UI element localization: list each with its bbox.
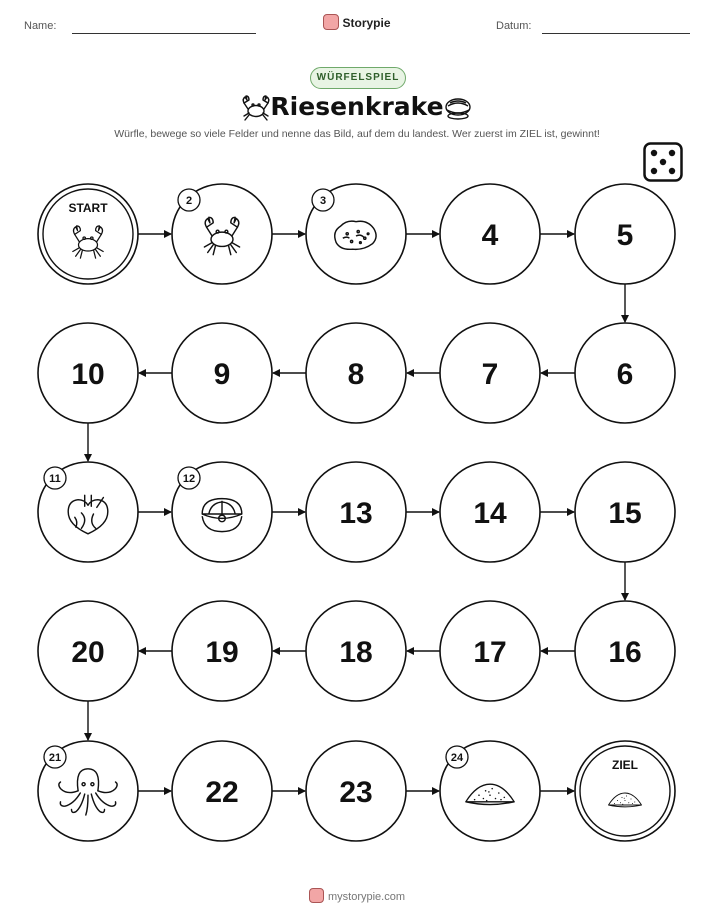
goal-field[interactable] <box>575 741 675 841</box>
board-field[interactable] <box>575 601 675 701</box>
board-field[interactable] <box>440 323 540 423</box>
field-number: 2 <box>185 195 193 207</box>
field-number: 9 <box>213 358 231 391</box>
board-field[interactable] <box>575 462 675 562</box>
board-field[interactable] <box>172 323 272 423</box>
storypie-logo-icon <box>309 888 324 903</box>
board-field[interactable] <box>575 323 675 423</box>
field-circle <box>38 184 138 284</box>
board-field[interactable] <box>172 184 272 284</box>
board-field[interactable] <box>172 741 272 841</box>
field-number: 20 <box>71 636 105 669</box>
field-number: 10 <box>71 358 105 391</box>
board-field[interactable] <box>306 462 406 562</box>
date-label: Datum: <box>496 20 532 32</box>
field-number: 14 <box>473 497 507 530</box>
board-field[interactable] <box>306 184 406 284</box>
board-field[interactable] <box>306 741 406 841</box>
board-field[interactable] <box>440 184 540 284</box>
field-number: 21 <box>48 752 62 764</box>
board-field[interactable] <box>38 462 138 562</box>
field-number: 11 <box>49 473 61 485</box>
field-number: 19 <box>205 636 239 669</box>
field-number: 4 <box>481 219 499 252</box>
board-field[interactable] <box>306 601 406 701</box>
field-number: 16 <box>608 636 642 669</box>
footer-url[interactable]: mystorypie.com <box>327 891 406 903</box>
field-number: 18 <box>339 636 373 669</box>
instructions: Würfle, bewege so viele Felder und nenne das Bild, auf dem du landest. Wer zuerst im ZIEL ist, gewinnt! <box>114 128 600 140</box>
field-number: 5 <box>616 219 634 252</box>
field-number: 17 <box>473 636 507 669</box>
start-field[interactable] <box>38 184 138 284</box>
brand-name: Storypie <box>342 16 391 30</box>
field-number: 15 <box>608 497 642 530</box>
board-field[interactable] <box>440 601 540 701</box>
board-field[interactable] <box>38 601 138 701</box>
board-field[interactable] <box>38 741 138 841</box>
name-label: Name: <box>24 20 57 32</box>
board-field[interactable] <box>172 601 272 701</box>
field-circle <box>575 741 675 841</box>
field-number: 12 <box>182 473 196 485</box>
game-type-badge: WÜRFELSPIEL <box>310 67 406 89</box>
field-number: 8 <box>347 358 365 391</box>
field-number: 7 <box>481 358 499 391</box>
page-title: Riesenkrake <box>270 92 444 121</box>
board-field[interactable] <box>38 323 138 423</box>
field-number: 3 <box>319 195 327 207</box>
field-label: ZIEL <box>612 758 638 772</box>
field-number: 13 <box>339 497 373 530</box>
board-field[interactable] <box>440 741 540 841</box>
field-number: 23 <box>339 776 373 809</box>
field-number: 6 <box>616 358 634 391</box>
board-field[interactable] <box>306 323 406 423</box>
field-number: 22 <box>205 776 239 809</box>
footer <box>0 888 714 903</box>
board-field[interactable] <box>575 184 675 284</box>
board-field[interactable] <box>440 462 540 562</box>
field-label: START <box>68 201 108 215</box>
board-field[interactable] <box>172 462 272 562</box>
field-number: 24 <box>450 752 464 764</box>
